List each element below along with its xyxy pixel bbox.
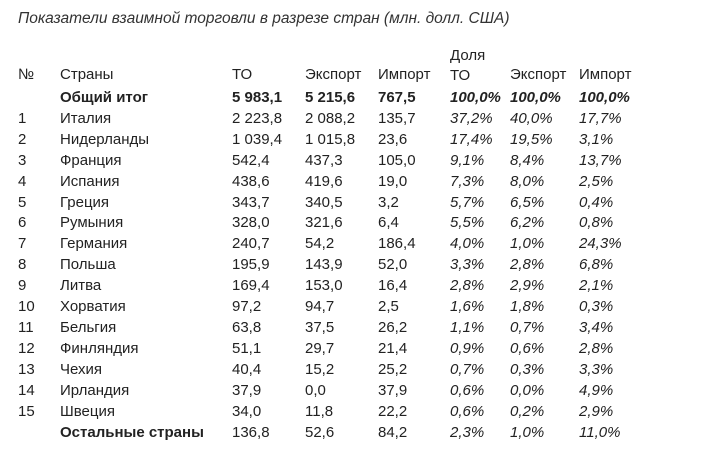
row-share-export: 8,0% [510, 172, 545, 190]
table-body [18, 88, 639, 443]
table-caption: Показатели взаимной торговли в разрезе стран (млн. долл. США) [18, 10, 510, 27]
row-import: 21,4 [378, 339, 408, 357]
other-country: Остальные страны [60, 423, 204, 441]
row-num: 4 [18, 172, 27, 190]
row-country: Хорватия [60, 298, 126, 316]
row-share-export: 2,9% [510, 277, 545, 295]
row-import: 26,2 [378, 318, 408, 336]
col-header-export: Экспорт [305, 66, 362, 84]
total-share-import: 100,0% [579, 89, 630, 106]
row-import: 3,2 [378, 193, 399, 211]
row-country: Нидерланды [60, 130, 150, 148]
table-row [18, 151, 639, 172]
row-share-to: 1,1% [450, 318, 485, 336]
row-share-to: 37,2% [450, 109, 493, 127]
row-share-to: 17,4% [450, 130, 493, 148]
table-row [18, 360, 639, 381]
row-share-to: 3,3% [450, 256, 485, 274]
table-row [18, 130, 639, 151]
table-header [18, 46, 639, 88]
other-to: 136,8 [232, 423, 270, 441]
row-import: 19,0 [378, 172, 408, 190]
col-header-share-export: Экспорт [510, 66, 567, 84]
col-header-share-to-line1: Доля [450, 47, 486, 64]
row-to: 169,4 [232, 277, 270, 295]
total-row [18, 88, 639, 109]
row-share-to: 2,8% [450, 277, 485, 295]
row-share-export: 0,0% [510, 381, 545, 399]
row-share-import: 4,9% [579, 381, 614, 399]
row-share-to: 0,6% [450, 381, 485, 399]
row-num: 6 [18, 214, 27, 232]
total-import: 767,5 [378, 89, 416, 106]
row-export: 37,5 [305, 318, 335, 336]
row-country: Финляндия [60, 339, 139, 357]
other-share-export: 1,0% [510, 423, 545, 441]
row-share-import: 2,9% [579, 402, 614, 420]
row-to: 37,9 [232, 381, 262, 399]
row-import: 23,6 [378, 130, 408, 148]
row-export: 94,7 [305, 298, 335, 316]
table-row [18, 381, 639, 402]
row-num: 15 [18, 402, 35, 420]
col-header-num: № [18, 66, 35, 84]
row-share-export: 8,4% [510, 151, 545, 169]
row-num: 10 [18, 298, 35, 316]
row-share-export: 19,5% [510, 130, 553, 148]
row-share-export: 0,6% [510, 339, 545, 357]
row-share-import: 2,8% [579, 339, 614, 357]
other-num [18, 423, 60, 444]
trade-table [18, 46, 639, 443]
table-row [18, 234, 639, 255]
row-share-export: 0,2% [510, 402, 545, 420]
row-num: 1 [18, 109, 27, 127]
row-share-to: 1,6% [450, 298, 485, 316]
row-to: 240,7 [232, 235, 270, 253]
row-share-export: 0,3% [510, 360, 545, 378]
row-to: 438,6 [232, 172, 270, 190]
row-share-import: 3,4% [579, 318, 614, 336]
row-num: 12 [18, 339, 35, 357]
row-num: 2 [18, 130, 27, 148]
row-export: 340,5 [305, 193, 343, 211]
row-import: 186,4 [378, 235, 416, 253]
row-to: 2 223,8 [232, 109, 283, 127]
row-export: 321,6 [305, 214, 343, 232]
table-row [18, 297, 639, 318]
row-to: 328,0 [232, 214, 270, 232]
row-share-export: 6,5% [510, 193, 545, 211]
table-row [18, 172, 639, 193]
row-num: 9 [18, 277, 27, 295]
table-row [18, 402, 639, 423]
row-share-export: 6,2% [510, 214, 545, 232]
row-import: 105,0 [378, 151, 416, 169]
row-export: 29,7 [305, 339, 335, 357]
table-row [18, 276, 639, 297]
row-country: Бельгия [60, 318, 117, 336]
row-import: 22,2 [378, 402, 408, 420]
row-country: Греция [60, 193, 110, 211]
row-num: 13 [18, 360, 35, 378]
total-num [18, 88, 60, 109]
row-num: 8 [18, 256, 27, 274]
row-share-export: 40,0% [510, 109, 553, 127]
row-country: Италия [60, 109, 112, 127]
row-to: 542,4 [232, 151, 270, 169]
other-share-import: 11,0% [579, 423, 621, 441]
col-header-import: Импорт [378, 66, 431, 84]
total-export: 5 215,6 [305, 89, 356, 106]
row-share-export: 0,7% [510, 318, 545, 336]
row-country: Румыния [60, 214, 124, 232]
row-import: 135,7 [378, 109, 416, 127]
row-share-import: 0,4% [579, 193, 614, 211]
row-share-to: 0,7% [450, 360, 485, 378]
row-country: Испания [60, 172, 120, 190]
row-export: 54,2 [305, 235, 335, 253]
total-share-to: 100,0% [450, 89, 501, 106]
row-to: 195,9 [232, 256, 270, 274]
row-share-import: 6,8% [579, 256, 614, 274]
row-export: 153,0 [305, 277, 343, 295]
row-share-import: 3,3% [579, 360, 614, 378]
row-export: 11,8 [305, 402, 334, 420]
total-to: 5 983,1 [232, 89, 283, 106]
row-import: 25,2 [378, 360, 408, 378]
row-export: 419,6 [305, 172, 343, 190]
row-country: Швеция [60, 402, 115, 420]
row-export: 2 088,2 [305, 109, 356, 127]
row-num: 11 [18, 318, 34, 336]
row-export: 15,2 [305, 360, 335, 378]
table-row [18, 318, 639, 339]
row-share-import: 0,3% [579, 298, 614, 316]
row-share-export: 2,8% [510, 256, 545, 274]
row-num: 14 [18, 381, 35, 399]
row-share-import: 0,8% [579, 214, 614, 232]
row-to: 1 039,4 [232, 130, 283, 148]
table-row [18, 339, 639, 360]
col-header-share-to-line2: ТО [450, 67, 471, 84]
row-country: Польша [60, 256, 116, 274]
row-share-import: 24,3% [579, 235, 622, 253]
table-row [18, 109, 639, 130]
row-country: Германия [60, 235, 128, 253]
other-export: 52,6 [305, 423, 335, 441]
col-header-share-to [450, 46, 510, 88]
header-row [18, 46, 639, 88]
row-export: 437,3 [305, 151, 343, 169]
row-num: 3 [18, 151, 27, 169]
row-country: Франция [60, 151, 122, 169]
total-country: Общий итог [60, 89, 148, 106]
row-share-import: 2,1% [579, 277, 614, 295]
row-share-to: 0,6% [450, 402, 485, 420]
row-import: 37,9 [378, 381, 408, 399]
row-share-to: 5,7% [450, 193, 485, 211]
row-share-to: 9,1% [450, 151, 485, 169]
row-to: 51,1 [232, 339, 262, 357]
row-export: 143,9 [305, 256, 343, 274]
col-header-to: ТО [232, 66, 253, 84]
row-num: 7 [18, 235, 27, 253]
row-share-import: 17,7% [579, 109, 622, 127]
col-header-share-import: Импорт [579, 66, 632, 84]
row-to: 97,2 [232, 298, 262, 316]
row-export: 0,0 [305, 381, 326, 399]
row-share-import: 3,1% [579, 130, 614, 148]
other-share-to: 2,3% [450, 423, 485, 441]
row-to: 40,4 [232, 360, 262, 378]
row-import: 16,4 [378, 277, 408, 295]
row-import: 2,5 [378, 298, 399, 316]
row-share-to: 7,3% [450, 172, 485, 190]
table-row [18, 255, 639, 276]
row-export: 1 015,8 [305, 130, 356, 148]
table-row [18, 193, 639, 214]
table-row [18, 213, 639, 234]
row-share-export: 1,0% [510, 235, 545, 253]
total-share-export: 100,0% [510, 89, 561, 106]
row-country: Чехия [60, 360, 103, 378]
col-header-country: Страны [60, 66, 114, 84]
row-to: 63,8 [232, 318, 262, 336]
row-num: 5 [18, 193, 27, 211]
other-import: 84,2 [378, 423, 408, 441]
row-share-to: 0,9% [450, 339, 485, 357]
row-import: 52,0 [378, 256, 408, 274]
row-to: 34,0 [232, 402, 262, 420]
row-import: 6,4 [378, 214, 399, 232]
row-share-import: 13,7% [579, 151, 622, 169]
row-country: Литва [60, 277, 102, 295]
row-share-export: 1,8% [510, 298, 545, 316]
other-countries-row [18, 423, 639, 444]
row-share-to: 5,5% [450, 214, 485, 232]
row-share-to: 4,0% [450, 235, 485, 253]
row-country: Ирландия [60, 381, 130, 399]
row-share-import: 2,5% [579, 172, 614, 190]
row-to: 343,7 [232, 193, 270, 211]
